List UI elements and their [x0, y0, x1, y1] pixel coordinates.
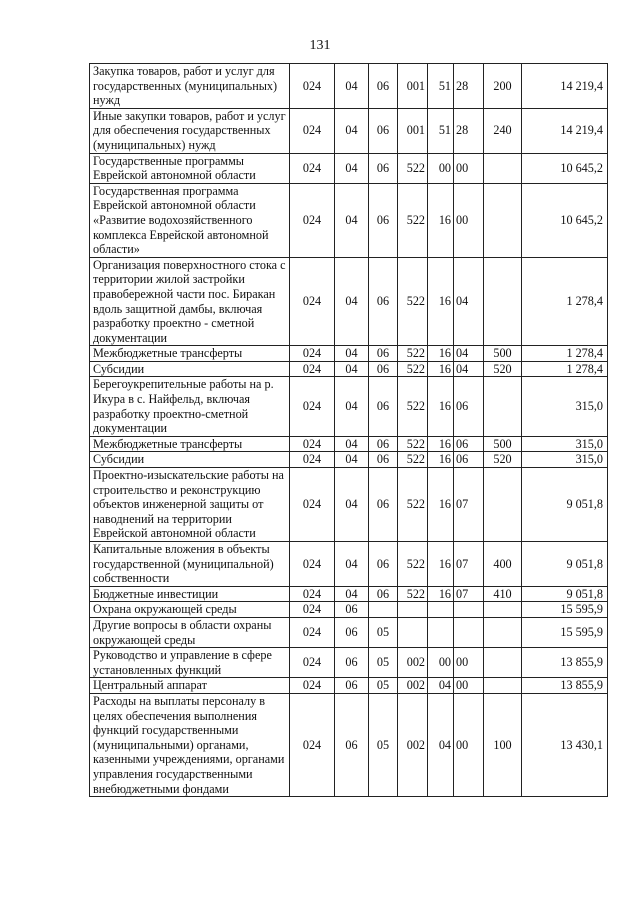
item-name: Охрана окружающей среды: [90, 602, 290, 618]
table-row: [90, 361, 608, 377]
subsection-code: 06: [369, 64, 398, 109]
item-name: Закупка товаров, работ и услуг для государственных (муниципальных) нужд: [90, 64, 290, 109]
subsection-code: 06: [369, 542, 398, 587]
article-code-3: 07: [454, 468, 484, 542]
ministry-code: 024: [290, 183, 335, 257]
ministry-code: 024: [290, 361, 335, 377]
article-code-1: 522: [398, 586, 428, 602]
article-code-3: 00: [454, 693, 484, 796]
section-code: 06: [335, 648, 369, 678]
section-code: 06: [335, 678, 369, 694]
expense-type-code: 410: [484, 586, 522, 602]
amount: 10 645,2: [522, 153, 608, 183]
subsection-code: 06: [369, 377, 398, 436]
expense-type-code: 520: [484, 361, 522, 377]
article-code-2: 16: [428, 377, 454, 436]
article-code-3: [454, 617, 484, 647]
amount: 14 219,4: [522, 64, 608, 109]
article-code-3: 00: [454, 678, 484, 694]
budget-table: [89, 63, 608, 797]
article-code-2: 16: [428, 468, 454, 542]
article-code-1: [398, 617, 428, 647]
article-code-2: 16: [428, 361, 454, 377]
table-row: [90, 64, 608, 109]
article-code-1: 522: [398, 346, 428, 362]
item-name: Межбюджетные трансферты: [90, 436, 290, 452]
section-code: 06: [335, 602, 369, 618]
article-code-3: 04: [454, 346, 484, 362]
ministry-code: 024: [290, 586, 335, 602]
article-code-1: 001: [398, 64, 428, 109]
article-code-1: 522: [398, 377, 428, 436]
table-row: [90, 602, 608, 618]
article-code-2: 16: [428, 346, 454, 362]
ministry-code: 024: [290, 436, 335, 452]
article-code-3: 06: [454, 377, 484, 436]
amount: 13 430,1: [522, 693, 608, 796]
expense-type-code: [484, 617, 522, 647]
amount: 1 278,4: [522, 346, 608, 362]
article-code-2: 16: [428, 257, 454, 346]
ministry-code: 024: [290, 452, 335, 468]
subsection-code: 06: [369, 153, 398, 183]
ministry-code: 024: [290, 257, 335, 346]
section-code: 04: [335, 542, 369, 587]
section-code: 04: [335, 183, 369, 257]
section-code: 04: [335, 436, 369, 452]
ministry-code: 024: [290, 648, 335, 678]
article-code-1: 001: [398, 108, 428, 153]
ministry-code: 024: [290, 346, 335, 362]
subsection-code: 06: [369, 183, 398, 257]
expense-type-code: 520: [484, 452, 522, 468]
article-code-1: 002: [398, 678, 428, 694]
article-code-2: 16: [428, 542, 454, 587]
subsection-code: 06: [369, 586, 398, 602]
article-code-2: 00: [428, 153, 454, 183]
article-code-3: 28: [454, 108, 484, 153]
section-code: 04: [335, 468, 369, 542]
ministry-code: 024: [290, 617, 335, 647]
article-code-3: 28: [454, 64, 484, 109]
expense-type-code: [484, 377, 522, 436]
subsection-code: 05: [369, 693, 398, 796]
section-code: 04: [335, 586, 369, 602]
article-code-2: 51: [428, 64, 454, 109]
table-row: [90, 678, 608, 694]
article-code-3: 00: [454, 153, 484, 183]
section-code: 04: [335, 257, 369, 346]
ministry-code: 024: [290, 602, 335, 618]
table-row: [90, 257, 608, 346]
article-code-3: 06: [454, 436, 484, 452]
expense-type-code: [484, 257, 522, 346]
table-row: [90, 648, 608, 678]
item-name: Капитальные вложения в объекты государственной (муниципальной) собственности: [90, 542, 290, 587]
section-code: 06: [335, 693, 369, 796]
expense-type-code: 400: [484, 542, 522, 587]
expense-type-code: [484, 648, 522, 678]
subsection-code: 06: [369, 452, 398, 468]
page-number: 131: [309, 38, 331, 53]
article-code-1: 522: [398, 361, 428, 377]
ministry-code: 024: [290, 64, 335, 109]
expense-type-code: [484, 183, 522, 257]
amount: 14 219,4: [522, 108, 608, 153]
article-code-1: 522: [398, 452, 428, 468]
table-row: [90, 346, 608, 362]
section-code: 06: [335, 617, 369, 647]
article-code-3: 04: [454, 257, 484, 346]
section-code: 04: [335, 153, 369, 183]
subsection-code: 06: [369, 108, 398, 153]
ministry-code: 024: [290, 693, 335, 796]
article-code-3: 04: [454, 361, 484, 377]
table-row: [90, 693, 608, 796]
amount: 10 645,2: [522, 183, 608, 257]
article-code-2: 16: [428, 586, 454, 602]
article-code-2: 16: [428, 436, 454, 452]
table-row: [90, 468, 608, 542]
section-code: 04: [335, 361, 369, 377]
item-name: Расходы на выплаты персоналу в целях обеспечения выполнения функций государственными (муниципальными) органами, казенными учреждениями, органами управления государственными внебюджетными фондами: [90, 693, 290, 796]
amount: 1 278,4: [522, 257, 608, 346]
table-row: [90, 436, 608, 452]
table-row: [90, 377, 608, 436]
amount: 13 855,9: [522, 678, 608, 694]
article-code-1: 002: [398, 648, 428, 678]
amount: 315,0: [522, 436, 608, 452]
table-row: [90, 586, 608, 602]
subsection-code: 06: [369, 346, 398, 362]
expense-type-code: 500: [484, 436, 522, 452]
amount: 315,0: [522, 452, 608, 468]
article-code-2: 04: [428, 678, 454, 694]
article-code-3: 06: [454, 452, 484, 468]
amount: 315,0: [522, 377, 608, 436]
article-code-2: 16: [428, 183, 454, 257]
amount: 15 595,9: [522, 617, 608, 647]
item-name: Центральный аппарат: [90, 678, 290, 694]
section-code: 04: [335, 377, 369, 436]
article-code-1: 002: [398, 693, 428, 796]
ministry-code: 024: [290, 678, 335, 694]
article-code-1: 522: [398, 153, 428, 183]
section-code: 04: [335, 108, 369, 153]
table-row: [90, 452, 608, 468]
table-row: [90, 617, 608, 647]
article-code-2: 04: [428, 693, 454, 796]
subsection-code: [369, 602, 398, 618]
article-code-3: 07: [454, 542, 484, 587]
table-row: [90, 183, 608, 257]
amount: 9 051,8: [522, 468, 608, 542]
article-code-1: 522: [398, 468, 428, 542]
amount: 13 855,9: [522, 648, 608, 678]
item-name: Субсидии: [90, 361, 290, 377]
ministry-code: 024: [290, 468, 335, 542]
budget-table-body: [90, 64, 608, 797]
item-name: Бюджетные инвестиции: [90, 586, 290, 602]
item-name: Субсидии: [90, 452, 290, 468]
article-code-3: 00: [454, 183, 484, 257]
section-code: 04: [335, 346, 369, 362]
expense-type-code: [484, 153, 522, 183]
item-name: Проектно-изыскательские работы на строительство и реконструкцию объектов инженерной защиты от наводнений на территории Еврейской автономной области: [90, 468, 290, 542]
item-name: Иные закупки товаров, работ и услуг для обеспечения государственных (муниципальных) нужд: [90, 108, 290, 153]
item-name: Руководство и управление в сфере установленных функций: [90, 648, 290, 678]
subsection-code: 05: [369, 678, 398, 694]
article-code-2: [428, 617, 454, 647]
expense-type-code: [484, 602, 522, 618]
item-name: Другие вопросы в области охраны окружающей среды: [90, 617, 290, 647]
expense-type-code: [484, 468, 522, 542]
article-code-3: [454, 602, 484, 618]
ministry-code: 024: [290, 377, 335, 436]
item-name: Государственная программа Еврейской автономной области «Развитие водохозяйственного комплекса Еврейской автономной области»: [90, 183, 290, 257]
expense-type-code: 100: [484, 693, 522, 796]
subsection-code: 06: [369, 436, 398, 452]
expense-type-code: 500: [484, 346, 522, 362]
section-code: 04: [335, 64, 369, 109]
item-name: Берегоукрепительные работы на р. Икура в с. Найфельд, включая разработку проектно-сметной документации: [90, 377, 290, 436]
article-code-2: 16: [428, 452, 454, 468]
section-code: 04: [335, 452, 369, 468]
table-row: [90, 153, 608, 183]
ministry-code: 024: [290, 108, 335, 153]
article-code-1: [398, 602, 428, 618]
table-row: [90, 108, 608, 153]
expense-type-code: 200: [484, 64, 522, 109]
article-code-1: 522: [398, 436, 428, 452]
article-code-1: 522: [398, 257, 428, 346]
article-code-3: 00: [454, 648, 484, 678]
table-row: [90, 542, 608, 587]
article-code-3: 07: [454, 586, 484, 602]
subsection-code: 06: [369, 468, 398, 542]
expense-type-code: [484, 678, 522, 694]
amount: 1 278,4: [522, 361, 608, 377]
item-name: Межбюджетные трансферты: [90, 346, 290, 362]
article-code-2: 51: [428, 108, 454, 153]
ministry-code: 024: [290, 542, 335, 587]
amount: 15 595,9: [522, 602, 608, 618]
amount: 9 051,8: [522, 586, 608, 602]
item-name: Государственные программы Еврейской автономной области: [90, 153, 290, 183]
amount: 9 051,8: [522, 542, 608, 587]
subsection-code: 05: [369, 617, 398, 647]
article-code-1: 522: [398, 542, 428, 587]
ministry-code: 024: [290, 153, 335, 183]
subsection-code: 06: [369, 257, 398, 346]
article-code-2: [428, 602, 454, 618]
subsection-code: 06: [369, 361, 398, 377]
article-code-2: 00: [428, 648, 454, 678]
item-name: Организация поверхностного стока с территории жилой застройки правобережной части пос. Биракан вдоль защитной дамбы, включая разработку проектно - сметной документации: [90, 257, 290, 346]
subsection-code: 05: [369, 648, 398, 678]
article-code-1: 522: [398, 183, 428, 257]
expense-type-code: 240: [484, 108, 522, 153]
